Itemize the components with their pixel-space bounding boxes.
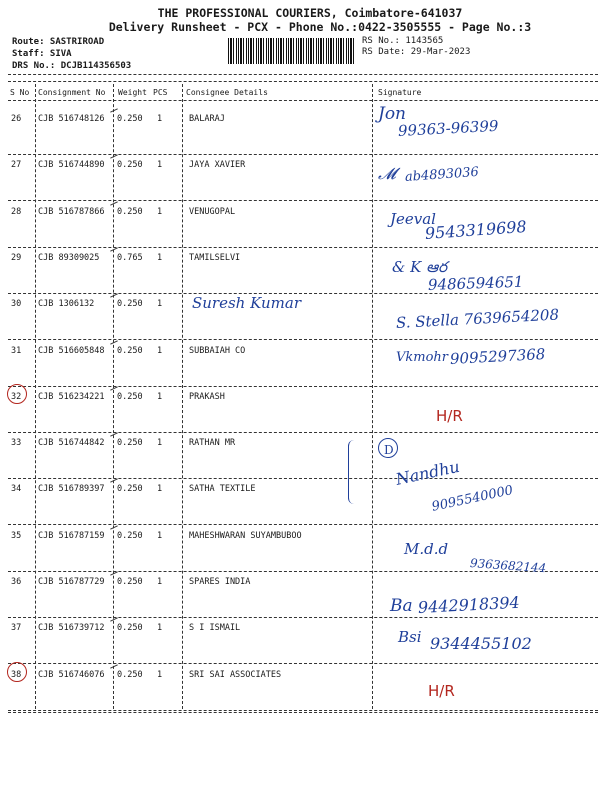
signature-mark: Bsi	[398, 628, 422, 646]
row-consignment-no: CJB 516746076	[38, 670, 105, 680]
bracket-mark	[348, 440, 361, 504]
row-consignee: SPARES INDIA	[189, 577, 251, 587]
row-divider	[8, 478, 598, 479]
drs-number: DRS No.: DCJB114356503	[12, 61, 132, 71]
tick-mark	[110, 108, 118, 112]
row-weight: 0.250	[117, 392, 143, 402]
handwritten-hr-mark: H/R	[436, 407, 463, 425]
row-pcs: 1	[157, 484, 163, 494]
circle-mark	[7, 384, 27, 404]
row-consignment-no: CJB 1306132	[38, 299, 95, 309]
row-divider	[8, 200, 598, 201]
row-sno: 33	[11, 438, 22, 448]
rs-date: RS Date: 29-Mar-2023	[362, 47, 471, 57]
row-pcs: 1	[157, 346, 163, 356]
row-consignment-no: CJB 516744842	[38, 438, 105, 448]
row-consignee: SUBBAIAH CO	[189, 346, 246, 356]
runsheet-subtitle: Delivery Runsheet - PCX - Phone No.:0422-3505555 - Page No.:3	[108, 20, 532, 34]
route-label: Route: SASTRIROAD	[12, 37, 105, 47]
row-weight: 0.250	[117, 207, 143, 217]
row-consignee: SATHA TEXTILE	[189, 484, 256, 494]
row-sno: 38	[11, 670, 22, 680]
handwritten-phone: 9363682144	[469, 556, 547, 576]
handwritten-phone: 9486594651	[427, 272, 524, 294]
row-pcs: 1	[157, 531, 163, 541]
row-weight: 0.250	[117, 114, 143, 124]
row-consignment-no: CJB 516787159	[38, 531, 105, 541]
table-end-divider	[8, 712, 598, 713]
col-consignment: Consignment No	[38, 88, 106, 97]
row-consignee: TAMILSELVI	[189, 253, 241, 263]
row-weight: 0.765	[117, 253, 143, 263]
row-weight: 0.250	[117, 670, 143, 680]
row-consignee: JAYA XAVIER	[189, 160, 246, 170]
company-title: THE PROFESSIONAL COURIERS, Coimbatore-641037	[157, 6, 463, 20]
handwritten-phone: 9095297368	[449, 345, 546, 368]
row-consignee: RATHAN MR	[189, 438, 236, 448]
signature-mark: 𝓜	[378, 164, 396, 183]
row-divider	[8, 524, 598, 525]
handwritten-phone: 99363-96399	[397, 116, 499, 140]
handwritten-phone: 9543319698	[424, 216, 528, 243]
handwritten-phone: 9095540000	[430, 482, 515, 515]
row-divider	[8, 339, 598, 340]
signature-mark: & K ఆర	[392, 258, 447, 276]
row-divider	[8, 293, 598, 294]
row-weight: 0.250	[117, 484, 143, 494]
col-sno: S No	[10, 88, 30, 97]
row-weight: 0.250	[117, 438, 143, 448]
col-consignee: Consignee Details	[186, 88, 268, 97]
row-divider	[8, 663, 598, 664]
row-divider	[8, 386, 598, 387]
row-pcs: 1	[157, 253, 163, 263]
row-pcs: 1	[157, 438, 163, 448]
row-sno: 34	[11, 484, 22, 494]
row-sno: 27	[11, 160, 22, 170]
row-sno: 35	[11, 531, 22, 541]
row-pcs: 1	[157, 392, 163, 402]
signature-mark: Jon	[378, 104, 406, 124]
row-consignment-no: CJB 516605848	[38, 346, 105, 356]
row-sno: 28	[11, 207, 22, 217]
col-signature: Signature	[378, 88, 422, 97]
row-consignee: S I ISMAIL	[189, 623, 241, 633]
row-weight: 0.250	[117, 346, 143, 356]
signature-mark: Vkmohr	[396, 350, 449, 365]
row-weight: 0.250	[117, 531, 143, 541]
rs-number: RS No.: 1143565	[362, 36, 444, 46]
handwritten-phone: 9344455102	[430, 634, 532, 653]
row-pcs: 1	[157, 207, 163, 217]
signature-mark: Ba	[390, 596, 413, 616]
row-sno: 37	[11, 623, 22, 633]
col-pcs: PCS	[153, 88, 168, 97]
row-consignment-no: CJB 516789397	[38, 484, 105, 494]
row-weight: 0.250	[117, 623, 143, 633]
signature-mark: M.d.d	[404, 540, 449, 558]
row-consignee: BALARAJ	[189, 114, 225, 124]
row-divider	[8, 710, 598, 711]
row-weight: 0.250	[117, 577, 143, 587]
row-weight: 0.250	[117, 160, 143, 170]
row-pcs: 1	[157, 160, 163, 170]
row-sno: 26	[11, 114, 22, 124]
row-divider	[8, 154, 598, 155]
row-consignee: MAHESHWARAN SUYAMBUBOO	[189, 531, 302, 541]
handwritten-hr-mark: H/R	[428, 682, 455, 700]
row-consignment-no: CJB 516787729	[38, 577, 105, 587]
signature-mark: Jeeval	[390, 210, 436, 228]
row-consignment-no: CJB 89309025	[38, 253, 100, 263]
row-sno: 31	[11, 346, 22, 356]
row-divider	[8, 247, 598, 248]
row-consignment-no: CJB 516787866	[38, 207, 105, 217]
column-header-divider	[8, 100, 598, 101]
row-sno: 29	[11, 253, 22, 263]
signature-mark: Nandhu	[394, 456, 462, 489]
row-sno: 30	[11, 299, 22, 309]
row-consignment-no: CJB 516739712	[38, 623, 105, 633]
handwritten-letter-mark: D	[384, 443, 394, 457]
row-pcs: 1	[157, 623, 163, 633]
row-consignment-no: CJB 516234221	[38, 392, 105, 402]
row-consignee: SRI SAI ASSOCIATES	[189, 670, 282, 680]
row-pcs: 1	[157, 299, 163, 309]
row-consignee: VENUGOPAL	[189, 207, 236, 217]
handwritten-signature-phone: S. Stella 7639654208	[395, 305, 560, 332]
col-weight: Weight	[118, 88, 147, 97]
row-consignment-no: CJB 516748126	[38, 114, 105, 124]
circle-mark	[7, 662, 27, 682]
row-pcs: 1	[157, 577, 163, 587]
row-pcs: 1	[157, 114, 163, 124]
row-weight: 0.250	[117, 299, 143, 309]
row-sno: 32	[11, 392, 22, 402]
header-divider	[8, 81, 598, 82]
header-divider	[8, 74, 598, 75]
row-consignment-no: CJB 516744890	[38, 160, 105, 170]
barcode-icon	[228, 38, 356, 64]
row-consignee: PRAKASH	[189, 392, 225, 402]
handwritten-consignee: Suresh Kumar	[192, 294, 301, 312]
staff-label: Staff: SIVA	[12, 49, 72, 59]
circle-mark	[378, 438, 398, 458]
row-divider	[8, 617, 598, 618]
row-sno: 36	[11, 577, 22, 587]
handwritten-phone: 9442918394	[417, 592, 521, 617]
row-pcs: 1	[157, 670, 163, 680]
row-divider	[8, 432, 598, 433]
handwritten-note: ab4893036	[404, 164, 480, 185]
